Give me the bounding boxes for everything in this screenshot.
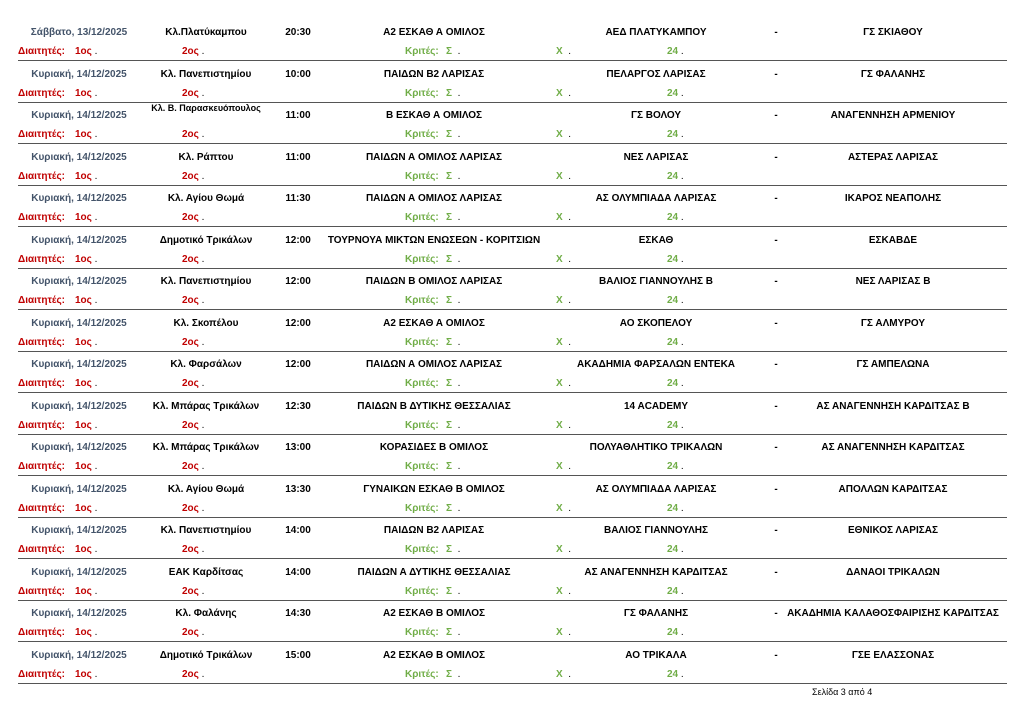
home-team: ΒΑΛΙΟΣ ΓΙΑΝΝΟΥΛΗΣ xyxy=(603,525,709,536)
home-team: ΑΣ ΑΝΑΓΕΝΝΗΣΗ ΚΑΡΔΙΤΣΑΣ xyxy=(584,566,728,578)
vs-dash: - xyxy=(774,193,778,204)
home-team: ΓΣ ΒΟΛΟΥ xyxy=(630,110,682,121)
match-competition: ΠΑΙΔΩΝ Α ΟΜΙΛΟΣ ΛΑΡΙΣΑΣ xyxy=(365,359,503,370)
first-referee: 1ος . xyxy=(75,295,98,306)
referees-label: Διαιτητές: xyxy=(18,170,65,182)
second-referee: 2ος . xyxy=(182,419,205,431)
second-referee: 2ος . xyxy=(182,87,205,99)
judge-24: 24 . xyxy=(667,668,684,680)
judge-x: Χ . xyxy=(556,295,572,306)
first-referee: 1ος . xyxy=(75,544,98,555)
judges-label: Κριτές: xyxy=(405,627,439,638)
first-referee: 1ος . xyxy=(75,253,98,265)
judges-label: Κριτές: xyxy=(405,502,439,514)
referees-label: Διαιτητές: xyxy=(18,87,65,99)
match-time: 20:30 xyxy=(285,27,311,38)
vs-dash: - xyxy=(774,317,778,329)
schedule-sheet xyxy=(0,22,1024,686)
judges-label: Κριτές: xyxy=(405,668,439,680)
row-divider xyxy=(18,558,1007,559)
match-venue: Κλ. Μπάρας Τρικάλων xyxy=(152,400,260,412)
match-competition: ΓΥΝΑΙΚΩΝ ΕΣΚΑΘ Β ΟΜΙΛΟΣ xyxy=(363,483,505,495)
judge-x: Χ . xyxy=(556,585,572,597)
second-referee: 2ος . xyxy=(182,336,205,348)
match-competition: ΤΟΥΡΝΟΥΑ ΜΙΚΤΩΝ ΕΝΩΣΕΩΝ - ΚΟΡΙΤΣΙΩΝ xyxy=(327,234,541,246)
match-row xyxy=(0,313,1024,355)
judge-24: 24 . xyxy=(667,461,684,472)
row-divider xyxy=(18,392,1007,393)
judge-s: Σ . xyxy=(446,419,461,431)
judge-24: 24 . xyxy=(667,87,684,99)
match-competition: ΠΑΙΔΩΝ Β ΟΜΙΛΟΣ ΛΑΡΙΣΑΣ xyxy=(365,276,503,287)
judges-label: Κριτές: xyxy=(405,419,439,431)
judges-label: Κριτές: xyxy=(405,336,439,348)
judge-24: 24 . xyxy=(667,419,684,431)
row-divider xyxy=(18,351,1007,352)
away-team: ΝΕΣ ΛΑΡΙΣΑΣ Β xyxy=(855,276,931,287)
judge-s: Σ . xyxy=(446,46,461,57)
row-divider xyxy=(18,600,1007,601)
match-date: Κυριακή, 14/12/2025 xyxy=(31,276,127,287)
vs-dash: - xyxy=(774,110,778,121)
home-team: 14 ACADEMY xyxy=(623,400,689,412)
second-referee: 2ος . xyxy=(182,295,205,306)
first-referee: 1ος . xyxy=(75,461,98,472)
match-row xyxy=(0,645,1024,687)
vs-dash: - xyxy=(774,566,778,578)
match-date: Κυριακή, 14/12/2025 xyxy=(31,442,127,453)
match-row xyxy=(0,147,1024,189)
match-row xyxy=(0,105,1024,147)
home-team: ΓΣ ΦΑΛΑΝΗΣ xyxy=(623,608,689,619)
row-divider xyxy=(18,517,1007,518)
judge-x: Χ . xyxy=(556,668,572,680)
match-time: 10:00 xyxy=(285,68,311,80)
judge-x: Χ . xyxy=(556,336,572,348)
match-competition: Α2 ΕΣΚΑΘ Α ΟΜΙΛΟΣ xyxy=(383,317,485,329)
match-time: 12:00 xyxy=(285,359,311,370)
vs-dash: - xyxy=(774,525,778,536)
referees-label: Διαιτητές: xyxy=(18,419,65,431)
first-referee: 1ος . xyxy=(75,46,98,57)
home-team: ΑΚΑΔΗΜΙΑ ΦΑΡΣΑΛΩΝ ΕΝΤΕΚΑ xyxy=(576,359,736,370)
home-team: ΠΟΛΥΑΘΛΗΤΙΚΟ ΤΡΙΚΑΛΩΝ xyxy=(589,442,723,453)
judge-s: Σ . xyxy=(446,461,461,472)
judges-label: Κριτές: xyxy=(405,544,439,555)
judge-24: 24 . xyxy=(667,502,684,514)
match-venue: Κλ.Πλατύκαμπου xyxy=(165,27,247,38)
row-divider xyxy=(18,226,1007,227)
judge-x: Χ . xyxy=(556,87,572,99)
away-team: ΓΣ ΑΜΠΕΛΩΝΑ xyxy=(856,359,930,370)
judge-24: 24 . xyxy=(667,46,684,57)
match-venue: Δημοτικό Τρικάλων xyxy=(159,234,253,246)
home-team: ΑΣ ΟΛΥΜΠΙΑΔΑ ΛΑΡΙΣΑΣ xyxy=(595,483,717,495)
away-team: ΑΠΟΛΛΩΝ ΚΑΡΔΙΤΣΑΣ xyxy=(838,483,948,495)
match-time: 12:00 xyxy=(285,234,311,246)
away-team: ΑΣΤΕΡΑΣ ΛΑΡΙΣΑΣ xyxy=(847,151,939,163)
second-referee: 2ος . xyxy=(182,502,205,514)
first-referee: 1ος . xyxy=(75,212,98,223)
match-row xyxy=(0,22,1024,64)
referees-label: Διαιτητές: xyxy=(18,46,65,57)
match-competition: ΚΟΡΑΣΙΔΕΣ Β ΟΜΙΛΟΣ xyxy=(379,442,489,453)
away-team: ΕΘΝΙΚΟΣ ΛΑΡΙΣΑΣ xyxy=(848,525,938,536)
home-team: ΑΟ ΤΡΙΚΑΛΑ xyxy=(625,649,687,661)
match-venue: Δημοτικό Τρικάλων xyxy=(159,649,253,661)
second-referee: 2ος . xyxy=(182,253,205,265)
match-venue: Κλ. Φαρσάλων xyxy=(170,359,242,370)
match-row xyxy=(0,396,1024,438)
first-referee: 1ος . xyxy=(75,336,98,348)
vs-dash: - xyxy=(774,608,778,619)
second-referee: 2ος . xyxy=(182,46,205,57)
match-date: Κυριακή, 14/12/2025 xyxy=(31,608,127,619)
away-team: ΙΚΑΡΟΣ ΝΕΑΠΟΛΗΣ xyxy=(844,193,942,204)
judges-label: Κριτές: xyxy=(405,129,439,140)
second-referee: 2ος . xyxy=(182,170,205,182)
match-date: Κυριακή, 14/12/2025 xyxy=(31,317,127,329)
match-venue: Κλ. Φαλάνης xyxy=(175,608,237,619)
match-venue: Κλ. Πανεπιστημίου xyxy=(160,68,252,80)
referees-label: Διαιτητές: xyxy=(18,668,65,680)
match-venue: Κλ. Μπάρας Τρικάλων xyxy=(152,442,260,453)
vs-dash: - xyxy=(774,27,778,38)
match-row xyxy=(0,562,1024,604)
match-venue: Κλ. Αγίου Θωμά xyxy=(167,193,245,204)
match-date: Κυριακή, 14/12/2025 xyxy=(31,193,127,204)
away-team: ΑΣ ΑΝΑΓΕΝΝΗΣΗ ΚΑΡΔΙΤΣΑΣ Β xyxy=(816,400,970,412)
judge-x: Χ . xyxy=(556,46,572,57)
match-venue: Κλ. Σκοπέλου xyxy=(173,317,239,329)
referees-label: Διαιτητές: xyxy=(18,253,65,265)
judge-x: Χ . xyxy=(556,253,572,265)
match-row xyxy=(0,354,1024,396)
match-time: 12:00 xyxy=(285,317,311,329)
match-venue: Κλ. Β. Παρασκευόπουλος xyxy=(151,104,261,113)
match-date: Κυριακή, 14/12/2025 xyxy=(31,359,127,370)
referees-label: Διαιτητές: xyxy=(18,461,65,472)
match-time: 15:00 xyxy=(285,649,311,661)
away-team: ΑΣ ΑΝΑΓΕΝΝΗΣΗ ΚΑΡΔΙΤΣΑΣ xyxy=(821,442,965,453)
second-referee: 2ος . xyxy=(182,378,205,389)
second-referee: 2ος . xyxy=(182,544,205,555)
referees-label: Διαιτητές: xyxy=(18,502,65,514)
page-footer: Σελίδα 3 από 4 xyxy=(812,687,873,697)
row-divider xyxy=(18,475,1007,476)
judges-label: Κριτές: xyxy=(405,378,439,389)
judge-s: Σ . xyxy=(446,253,461,265)
away-team: ΓΣ ΑΛΜΥΡΟΥ xyxy=(860,317,926,329)
match-row xyxy=(0,188,1024,230)
referees-label: Διαιτητές: xyxy=(18,212,65,223)
match-competition: Α2 ΕΣΚΑΘ Β ΟΜΙΛΟΣ xyxy=(382,649,486,661)
away-team: ΑΝΑΓΕΝΝΗΣΗ ΑΡΜΕΝΙΟΥ xyxy=(830,110,956,121)
away-team: ΑΚΑΔΗΜΙΑ ΚΑΛΑΘΟΣΦΑΙΡΙΣΗΣ ΚΑΡΔΙΤΣΑΣ xyxy=(787,608,999,619)
match-competition: ΠΑΙΔΩΝ Α ΟΜΙΛΟΣ ΛΑΡΙΣΑΣ xyxy=(365,151,503,163)
judges-label: Κριτές: xyxy=(405,46,439,57)
vs-dash: - xyxy=(774,649,778,661)
row-divider xyxy=(18,143,1007,144)
first-referee: 1ος . xyxy=(75,627,98,638)
away-team: ΓΣ ΣΚΙΑΘΟΥ xyxy=(863,27,923,38)
judges-label: Κριτές: xyxy=(405,87,439,99)
first-referee: 1ος . xyxy=(75,585,98,597)
match-time: 11:30 xyxy=(285,193,311,204)
match-date: Κυριακή, 14/12/2025 xyxy=(31,566,127,578)
match-time: 13:30 xyxy=(285,483,311,495)
home-team: ΑΣ ΟΛΥΜΠΙΑΔΑ ΛΑΡΙΣΑΣ xyxy=(595,193,717,204)
first-referee: 1ος . xyxy=(75,170,98,182)
vs-dash: - xyxy=(774,151,778,163)
match-competition: ΠΑΙΔΩΝ Β2 ΛΑΡΙΣΑΣ xyxy=(383,68,485,80)
vs-dash: - xyxy=(774,234,778,246)
second-referee: 2ος . xyxy=(182,668,205,680)
match-venue: Κλ. Πανεπιστημίου xyxy=(160,525,252,536)
match-row xyxy=(0,479,1024,521)
judge-s: Σ . xyxy=(446,295,461,306)
judge-s: Σ . xyxy=(446,668,461,680)
match-date: Κυριακή, 14/12/2025 xyxy=(31,151,127,163)
match-date: Κυριακή, 14/12/2025 xyxy=(31,400,127,412)
second-referee: 2ος . xyxy=(182,129,205,140)
judge-24: 24 . xyxy=(667,170,684,182)
judge-x: Χ . xyxy=(556,378,572,389)
vs-dash: - xyxy=(774,442,778,453)
match-competition: Α2 ΕΣΚΑΘ Β ΟΜΙΛΟΣ xyxy=(382,608,486,619)
first-referee: 1ος . xyxy=(75,87,98,99)
judge-s: Σ . xyxy=(446,585,461,597)
match-time: 12:00 xyxy=(285,276,311,287)
judge-24: 24 . xyxy=(667,585,684,597)
second-referee: 2ος . xyxy=(182,585,205,597)
vs-dash: - xyxy=(774,400,778,412)
home-team: ΠΕΛΑΡΓΟΣ ΛΑΡΙΣΑΣ xyxy=(606,68,706,80)
match-competition: ΠΑΙΔΩΝ Β2 ΛΑΡΙΣΑΣ xyxy=(383,525,485,536)
away-team: ΓΣ ΦΑΛΑΝΗΣ xyxy=(860,68,926,80)
match-date: Κυριακή, 14/12/2025 xyxy=(31,68,127,80)
first-referee: 1ος . xyxy=(75,129,98,140)
vs-dash: - xyxy=(774,276,778,287)
referees-label: Διαιτητές: xyxy=(18,295,65,306)
match-competition: Β ΕΣΚΑΘ Α ΟΜΙΛΟΣ xyxy=(385,110,483,121)
match-row xyxy=(0,271,1024,313)
match-venue: Κλ. Αγίου Θωμά xyxy=(167,483,245,495)
row-divider xyxy=(18,102,1007,103)
match-competition: Α2 ΕΣΚΑΘ Α ΟΜΙΛΟΣ xyxy=(383,27,485,38)
match-row xyxy=(0,603,1024,645)
first-referee: 1ος . xyxy=(75,668,98,680)
referees-label: Διαιτητές: xyxy=(18,627,65,638)
judge-x: Χ . xyxy=(556,461,572,472)
match-venue: ΕΑΚ Καρδίτσας xyxy=(168,566,244,578)
home-team: ΕΣΚΑΘ xyxy=(638,234,674,246)
away-team: ΔΑΝΑΟΙ ΤΡΙΚΑΛΩΝ xyxy=(846,566,940,578)
row-divider xyxy=(18,434,1007,435)
second-referee: 2ος . xyxy=(182,627,205,638)
judges-label: Κριτές: xyxy=(405,585,439,597)
away-team: ΓΣΕ ΕΛΑΣΣΟΝΑΣ xyxy=(851,649,935,661)
judge-s: Σ . xyxy=(446,627,461,638)
match-competition: ΠΑΙΔΩΝ Β ΔΥΤΙΚΗΣ ΘΕΣΣΑΛΙΑΣ xyxy=(357,400,511,412)
first-referee: 1ος . xyxy=(75,378,98,389)
home-team: ΝΕΣ ΛΑΡΙΣΑΣ xyxy=(623,151,689,163)
match-row xyxy=(0,520,1024,562)
match-venue: Κλ. Ράπτου xyxy=(178,151,234,163)
judge-s: Σ . xyxy=(446,544,461,555)
row-divider xyxy=(18,60,1007,61)
match-venue: Κλ. Πανεπιστημίου xyxy=(160,276,252,287)
referees-label: Διαιτητές: xyxy=(18,378,65,389)
judge-x: Χ . xyxy=(556,419,572,431)
home-team: ΒΑΛΙΟΣ ΓΙΑΝΝΟΥΛΗΣ Β xyxy=(598,276,714,287)
referees-label: Διαιτητές: xyxy=(18,585,65,597)
referees-label: Διαιτητές: xyxy=(18,544,65,555)
home-team: ΑΟ ΣΚΟΠΕΛΟΥ xyxy=(619,317,693,329)
match-date: Κυριακή, 14/12/2025 xyxy=(31,525,127,536)
home-team: ΑΕΔ ΠΛΑΤΥΚΑΜΠΟΥ xyxy=(605,27,707,38)
judge-24: 24 . xyxy=(667,627,684,638)
vs-dash: - xyxy=(774,483,778,495)
judge-24: 24 . xyxy=(667,544,684,555)
match-date: Κυριακή, 14/12/2025 xyxy=(31,234,127,246)
referees-label: Διαιτητές: xyxy=(18,129,65,140)
judges-label: Κριτές: xyxy=(405,212,439,223)
judge-x: Χ . xyxy=(556,544,572,555)
row-divider xyxy=(18,268,1007,269)
match-date: Κυριακή, 14/12/2025 xyxy=(31,483,127,495)
match-time: 12:30 xyxy=(285,400,311,412)
match-date: Κυριακή, 14/12/2025 xyxy=(31,649,127,661)
match-date: Κυριακή, 14/12/2025 xyxy=(31,110,127,121)
judge-s: Σ . xyxy=(446,212,461,223)
match-time: 13:00 xyxy=(285,442,311,453)
match-time: 14:30 xyxy=(285,608,311,619)
judge-x: Χ . xyxy=(556,129,572,140)
match-competition: ΠΑΙΔΩΝ Α ΟΜΙΛΟΣ ΛΑΡΙΣΑΣ xyxy=(365,193,503,204)
judge-x: Χ . xyxy=(556,170,572,182)
row-divider xyxy=(18,185,1007,186)
judge-s: Σ . xyxy=(446,170,461,182)
judges-label: Κριτές: xyxy=(405,295,439,306)
judge-24: 24 . xyxy=(667,336,684,348)
judge-24: 24 . xyxy=(667,129,684,140)
first-referee: 1ος . xyxy=(75,419,98,431)
match-row xyxy=(0,230,1024,272)
match-time: 14:00 xyxy=(285,566,311,578)
judge-24: 24 . xyxy=(667,295,684,306)
match-date: Σάββατο, 13/12/2025 xyxy=(30,27,128,38)
vs-dash: - xyxy=(774,359,778,370)
judge-s: Σ . xyxy=(446,378,461,389)
judge-x: Χ . xyxy=(556,212,572,223)
referees-label: Διαιτητές: xyxy=(18,336,65,348)
judges-label: Κριτές: xyxy=(405,170,439,182)
judges-label: Κριτές: xyxy=(405,253,439,265)
judge-24: 24 . xyxy=(667,378,684,389)
judge-24: 24 . xyxy=(667,212,684,223)
judge-s: Σ . xyxy=(446,129,461,140)
match-time: 11:00 xyxy=(285,151,311,163)
away-team: ΕΣΚΑΒΔΕ xyxy=(868,234,918,246)
judge-x: Χ . xyxy=(556,627,572,638)
judge-s: Σ . xyxy=(446,502,461,514)
first-referee: 1ος . xyxy=(75,502,98,514)
second-referee: 2ος . xyxy=(182,212,205,223)
row-divider xyxy=(18,641,1007,642)
judge-x: Χ . xyxy=(556,502,572,514)
match-row xyxy=(0,64,1024,106)
judge-24: 24 . xyxy=(667,253,684,265)
match-row xyxy=(0,437,1024,479)
match-competition: ΠΑΙΔΩΝ Α ΔΥΤΙΚΗΣ ΘΕΣΣΑΛΙΑΣ xyxy=(357,566,511,578)
judges-label: Κριτές: xyxy=(405,461,439,472)
second-referee: 2ος . xyxy=(182,461,205,472)
match-time: 11:00 xyxy=(285,110,311,121)
row-divider xyxy=(18,309,1007,310)
row-divider xyxy=(18,683,1007,684)
judge-s: Σ . xyxy=(446,336,461,348)
match-time: 14:00 xyxy=(285,525,311,536)
vs-dash: - xyxy=(774,68,778,80)
judge-s: Σ . xyxy=(446,87,461,99)
